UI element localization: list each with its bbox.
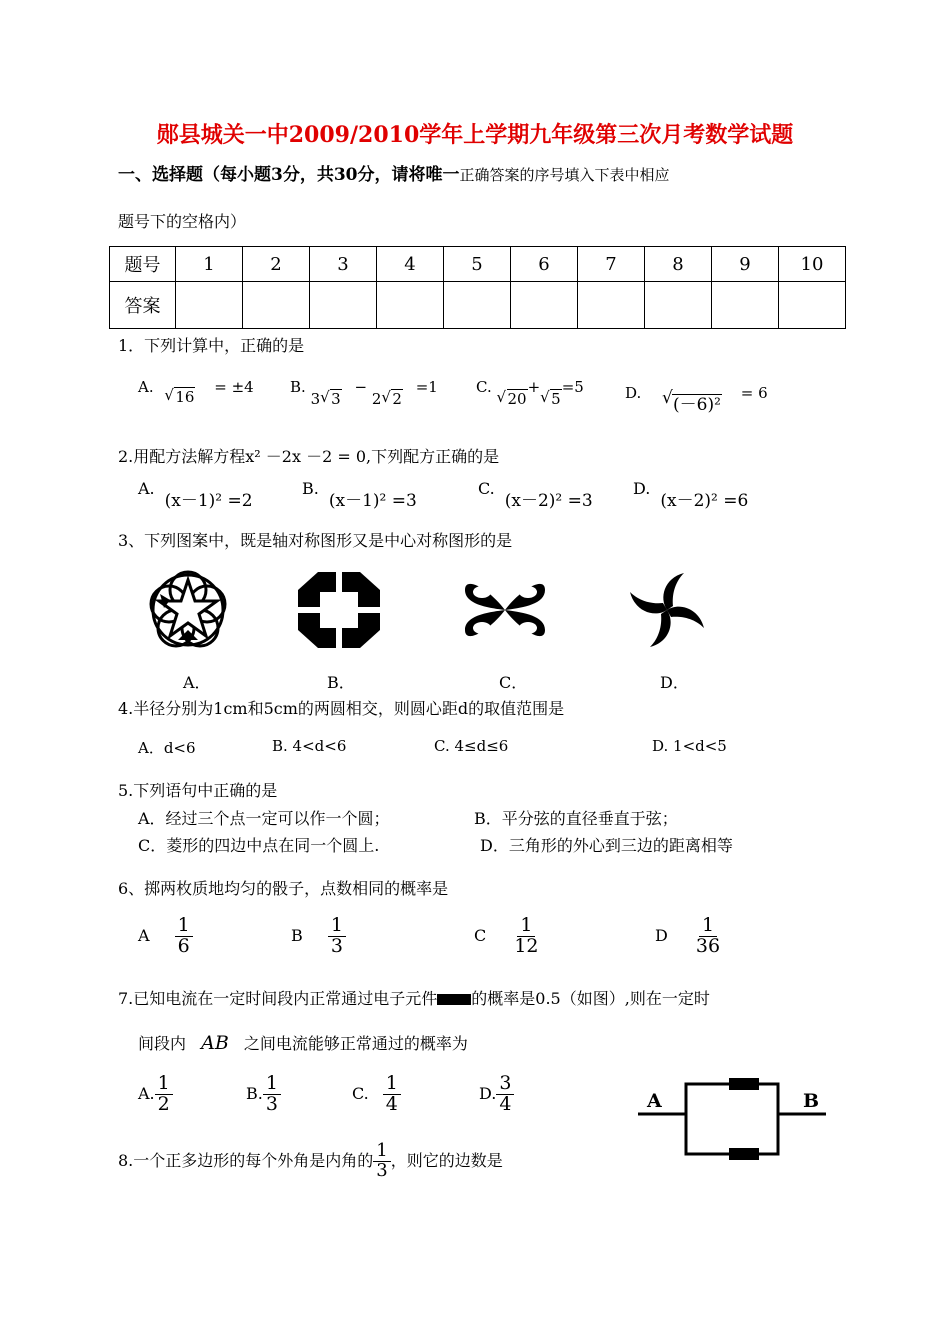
q2-option-a: [138, 474, 253, 511]
numerator: 1: [175, 916, 193, 937]
q2-stem: 2.用配方法解方程x² －2x －2 = 0,下列配方正确的是: [118, 447, 500, 466]
option-rest: = 6: [740, 384, 768, 402]
q5-stem: 5.下列语句中正确的是: [118, 781, 278, 800]
option-label: B: [291, 925, 303, 945]
numerator: 1: [383, 1074, 401, 1095]
q1-stem: 1．下列计算中，正确的是: [118, 336, 305, 355]
q8-stem: [118, 1142, 503, 1181]
col-number: 5: [444, 247, 511, 282]
q8-stem-part1: 8.一个正多边形的每个外角是内角的: [118, 1150, 374, 1170]
q2-option-c: [478, 474, 593, 511]
q7-option-a: [138, 1074, 173, 1115]
radical: [662, 390, 722, 415]
radicand: 16: [175, 388, 195, 406]
q7-stem-line2: [138, 1031, 468, 1054]
q4-stem: 4.半径分别为1cm和5cm的两圆相交，则圆心距d的取值范围是: [118, 699, 565, 718]
option-label: D: [655, 925, 668, 945]
q7-option-d: [479, 1074, 514, 1115]
radical: [497, 390, 528, 408]
q7-line2-ab: AB: [201, 1032, 229, 1054]
col-number: 2: [243, 247, 310, 282]
option-label: C.: [478, 479, 495, 498]
resistor-bottom: [729, 1148, 759, 1160]
answer-cell[interactable]: [243, 282, 310, 329]
circuit-label-a: A: [647, 1090, 662, 1112]
option-label: C.: [352, 1083, 369, 1103]
option-label: B.: [290, 378, 306, 396]
fraction: [373, 1142, 390, 1181]
q6-option-a: [138, 916, 193, 957]
option-expr: (x－2)² =3: [504, 491, 593, 511]
q4-option-a: A．d<6: [138, 739, 196, 757]
fraction: [693, 916, 723, 957]
q7-option-c: [352, 1074, 401, 1115]
q5-option-c: C．菱形的四边中点在同一个圆上.: [138, 836, 380, 855]
q8-stem-part2: ，则它的边数是: [390, 1150, 503, 1170]
component-icon: [437, 994, 471, 1005]
pinwheel-figure: [624, 568, 710, 652]
section-heading: [118, 160, 670, 185]
denominator: 4: [385, 1092, 398, 1115]
answer-cell[interactable]: [310, 282, 377, 329]
radical: [381, 390, 403, 408]
fraction: [496, 1074, 514, 1115]
q7-option-b: [246, 1074, 281, 1115]
answer-cell[interactable]: [444, 282, 511, 329]
answer-table-answer-row: [110, 282, 846, 329]
option-label: D.: [479, 1083, 497, 1103]
q7-line2-b: 之间电流能够正常通过的概率为: [243, 1034, 468, 1053]
section-heading-rest: 正确答案的序号填入下表中相应: [459, 166, 670, 184]
numerator: 1: [328, 916, 346, 937]
figure-label-d: D．: [660, 673, 689, 692]
option-label: A: [138, 925, 150, 945]
q2-option-b: [302, 474, 417, 511]
denominator: 3: [265, 1092, 278, 1115]
numerator: 3: [496, 1074, 514, 1095]
radical: [320, 390, 342, 408]
page-title: 郧县城关一中2009/2010学年上学期九年级第三次月考数学试题: [156, 122, 794, 148]
answer-table-header-row: [110, 247, 846, 282]
answer-cell[interactable]: [578, 282, 645, 329]
q1-option-b: [290, 378, 438, 408]
answer-label: 答案: [110, 282, 176, 329]
option-label: B.: [302, 479, 319, 498]
option-label: B.: [246, 1083, 263, 1103]
circuit-label-b: B: [803, 1090, 820, 1112]
answer-cell[interactable]: [712, 282, 779, 329]
numerator: 1: [263, 1074, 281, 1095]
col-number: 9: [712, 247, 779, 282]
circuit-diagram: [630, 1072, 830, 1162]
denominator: 12: [514, 934, 539, 957]
option-rest: =1: [415, 378, 438, 396]
q2-option-d: [633, 474, 749, 511]
numerator: 1: [699, 916, 717, 937]
numerator: 1: [155, 1074, 173, 1095]
radical: [164, 388, 195, 406]
numerator: 1: [373, 1142, 390, 1162]
q6-option-d: [655, 916, 723, 957]
q6-option-b: [291, 916, 346, 957]
q4-option-d: D. 1<d<5: [652, 737, 727, 755]
denominator: 4: [499, 1092, 512, 1115]
q6-stem: 6、掷两枚质地均匀的骰子，点数相同的概率是: [118, 879, 449, 898]
fraction: [155, 1074, 173, 1115]
option-label: C.: [476, 378, 492, 396]
section-heading-line2: 题号下的空格内）: [118, 212, 247, 231]
radicand: (－6)²: [673, 395, 721, 415]
fraction: [511, 916, 541, 957]
q7-stem: [118, 986, 710, 1009]
q1-option-d: [625, 378, 768, 415]
col-number: 4: [377, 247, 444, 282]
coefficient: 2: [371, 390, 382, 408]
option-label: D.: [633, 479, 651, 498]
q5-option-a: A．经过三个点一定可以作一个圆；: [138, 809, 390, 828]
q3-stem: 3、下列图案中，既是轴对称图形又是中心对称图形的是: [118, 531, 513, 550]
col-number: 6: [511, 247, 578, 282]
option-label: A.: [138, 378, 154, 396]
option-expr: (x－2)² =6: [660, 491, 749, 511]
figure-label-a: A．: [183, 673, 211, 692]
col-number: 7: [578, 247, 645, 282]
q4-option-b: B. 4<d<6: [272, 737, 347, 755]
figure-label-c: C．: [499, 673, 528, 692]
operator: −: [354, 378, 368, 396]
col-number: 10: [779, 247, 846, 282]
row-label: 题号: [110, 247, 176, 282]
denominator: 6: [177, 934, 190, 957]
answer-table: [109, 246, 846, 329]
option-rest: =5: [561, 378, 584, 396]
fraction: [328, 916, 346, 957]
denominator: 2: [157, 1092, 170, 1115]
q7-line2-a: 间段内: [138, 1034, 187, 1053]
option-label: A.: [138, 1083, 155, 1103]
option-label: A.: [138, 479, 155, 498]
knot-figure: [460, 570, 550, 650]
denominator: 3: [330, 934, 343, 957]
fraction: [383, 1074, 401, 1115]
answer-cell[interactable]: [779, 282, 846, 329]
option-rest: = ±4: [214, 378, 254, 396]
answer-cell[interactable]: [645, 282, 712, 329]
q1-option-c: [476, 378, 584, 408]
radicand: 3: [331, 390, 341, 408]
denominator: 3: [376, 1159, 388, 1181]
fraction: [175, 916, 193, 957]
star-circles-figure: [148, 570, 228, 650]
answer-cell[interactable]: [176, 282, 243, 329]
octagon-frame-figure: [296, 570, 382, 650]
q7-stem-part2: 的概率是0.5（如图）,则在一定时: [471, 989, 710, 1008]
q6-option-c: [474, 916, 542, 957]
option-label: C: [474, 925, 487, 945]
radicand: 20: [507, 390, 527, 408]
coefficient: 3: [310, 390, 321, 408]
option-expr: (x－1)² =2: [164, 491, 253, 511]
q7-stem-part1: 7.已知电流在一定时间段内正常通过电子元件: [118, 989, 438, 1008]
radicand: 2: [392, 390, 402, 408]
fraction: [263, 1074, 281, 1115]
figure-label-b: B．: [327, 673, 355, 692]
q5-option-b: B．平分弦的直径垂直于弦；: [474, 809, 678, 828]
col-number: 1: [176, 247, 243, 282]
radicand: 5: [551, 390, 561, 408]
q4-option-c: C. 4≤d≤6: [434, 737, 509, 755]
resistor-top: [729, 1078, 759, 1090]
option-expr: (x－1)² =3: [328, 491, 417, 511]
numerator: 1: [517, 916, 535, 937]
q1-option-a: [138, 378, 254, 406]
answer-cell[interactable]: [511, 282, 578, 329]
operator: +: [527, 378, 541, 396]
col-number: 3: [310, 247, 377, 282]
option-label: D.: [625, 384, 642, 402]
q5-option-d: D．三角形的外心到三边的距离相等: [480, 836, 733, 855]
answer-cell[interactable]: [377, 282, 444, 329]
denominator: 36: [695, 934, 721, 957]
radical: [540, 390, 562, 408]
section-heading-bold: 一、选择题（每小题3分，共30分，请将唯一: [118, 165, 460, 185]
col-number: 8: [645, 247, 712, 282]
